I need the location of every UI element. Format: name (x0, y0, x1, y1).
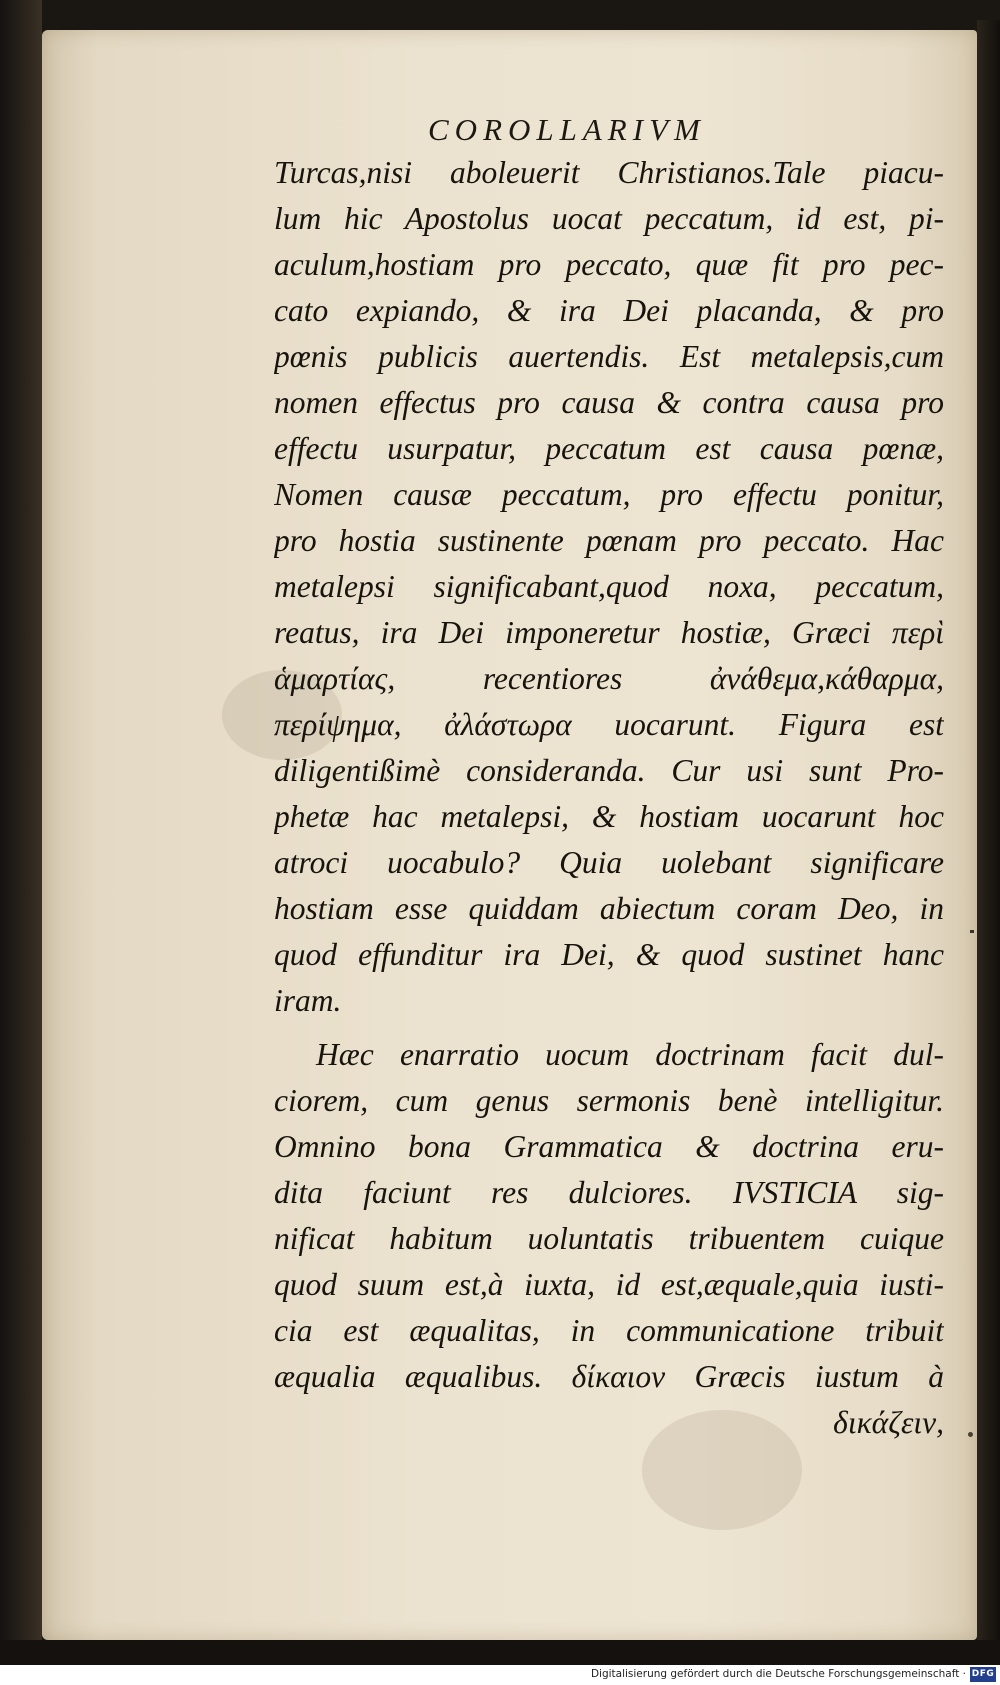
text-line: Nomen causæ peccatum, pro effectu ponitur, (274, 477, 944, 512)
text-line: Turcas,nisi aboleuerit Christianos.Tale piacu- (274, 155, 944, 190)
text-line: Hæc enarratio uocum doctrinam facit dul- (316, 1037, 944, 1072)
text-line: atroci uocabulo? Quia uolebant significare (274, 845, 944, 880)
scan-bottom-edge (0, 1640, 1000, 1665)
text-line: pro hostia sustinente pœnam pro peccato. Hac (274, 523, 944, 558)
text-line: iram. (274, 983, 342, 1018)
book-right-edge (977, 20, 1000, 1650)
text-line: περίψημα, ἀλάστωρα uocarunt. Figura est (274, 707, 944, 742)
text-line: quod suum est,à iuxta, id est,æquale,quia iusti- (274, 1267, 944, 1302)
text-line: aculum,hostiam pro peccato, quæ fit pro pec- (274, 247, 944, 282)
dfg-logo: DFG (970, 1667, 996, 1682)
text-line: cato expiando, & ira Dei placanda, & pro (274, 293, 944, 328)
text-line: Omnino bona Grammatica & doctrina eru- (274, 1129, 944, 1164)
text-line: quod effunditur ira Dei, & quod sustinet hanc (274, 937, 944, 972)
running-head: COROLLARIVM (428, 112, 706, 147)
text-line: metalepsi significabant,quod noxa, peccatum, (274, 569, 944, 604)
book-left-edge (0, 0, 42, 1685)
text-line: phetæ hac metalepsi, & hostiam uocarunt hoc (274, 799, 944, 834)
paragraph-2 (274, 1032, 944, 1446)
text-line: lum hic Apostolus uocat peccatum, id est, pi- (274, 201, 944, 236)
text-line: nificat habitum uoluntatis tribuentem cuique (274, 1221, 944, 1256)
footer-credit: Digitalisierung gefördert durch die Deutsche Forschungsgemeinschaft · (590, 1668, 966, 1680)
text-line: hostiam esse quiddam abiectum coram Deo, in (274, 891, 944, 926)
ink-mark (968, 1432, 973, 1437)
text-line: ἁμαρτίας, recentiores ἀνάθεμα,κάθαρμα, (274, 661, 944, 696)
body-text (274, 150, 944, 1446)
text-line: æqualia æqualibus. δίκαιον Græcis iustum à (274, 1359, 944, 1394)
catchword: δικάζειν, (833, 1405, 944, 1440)
text-line: nomen effectus pro causa & contra causa pro (274, 385, 944, 420)
ink-mark (970, 930, 974, 933)
text-line: dita faciunt res dulciores. IVSTICIA sig- (274, 1175, 944, 1210)
text-line: ciorem, cum genus sermonis benè intelligitur. (274, 1083, 944, 1118)
text-line: pœnis publicis auertendis. Est metalepsis,cum (274, 339, 944, 374)
paragraph-1 (274, 150, 944, 1024)
text-line: effectu usurpatur, peccatum est causa pœnæ, (274, 431, 944, 466)
text-line: cia est æqualitas, in communicatione tribuit (274, 1313, 944, 1348)
text-line: reatus, ira Dei imponeretur hostiæ, Græci περὶ (274, 615, 944, 650)
text-line: diligentißimè consideranda. Cur usi sunt Pro- (274, 753, 944, 788)
